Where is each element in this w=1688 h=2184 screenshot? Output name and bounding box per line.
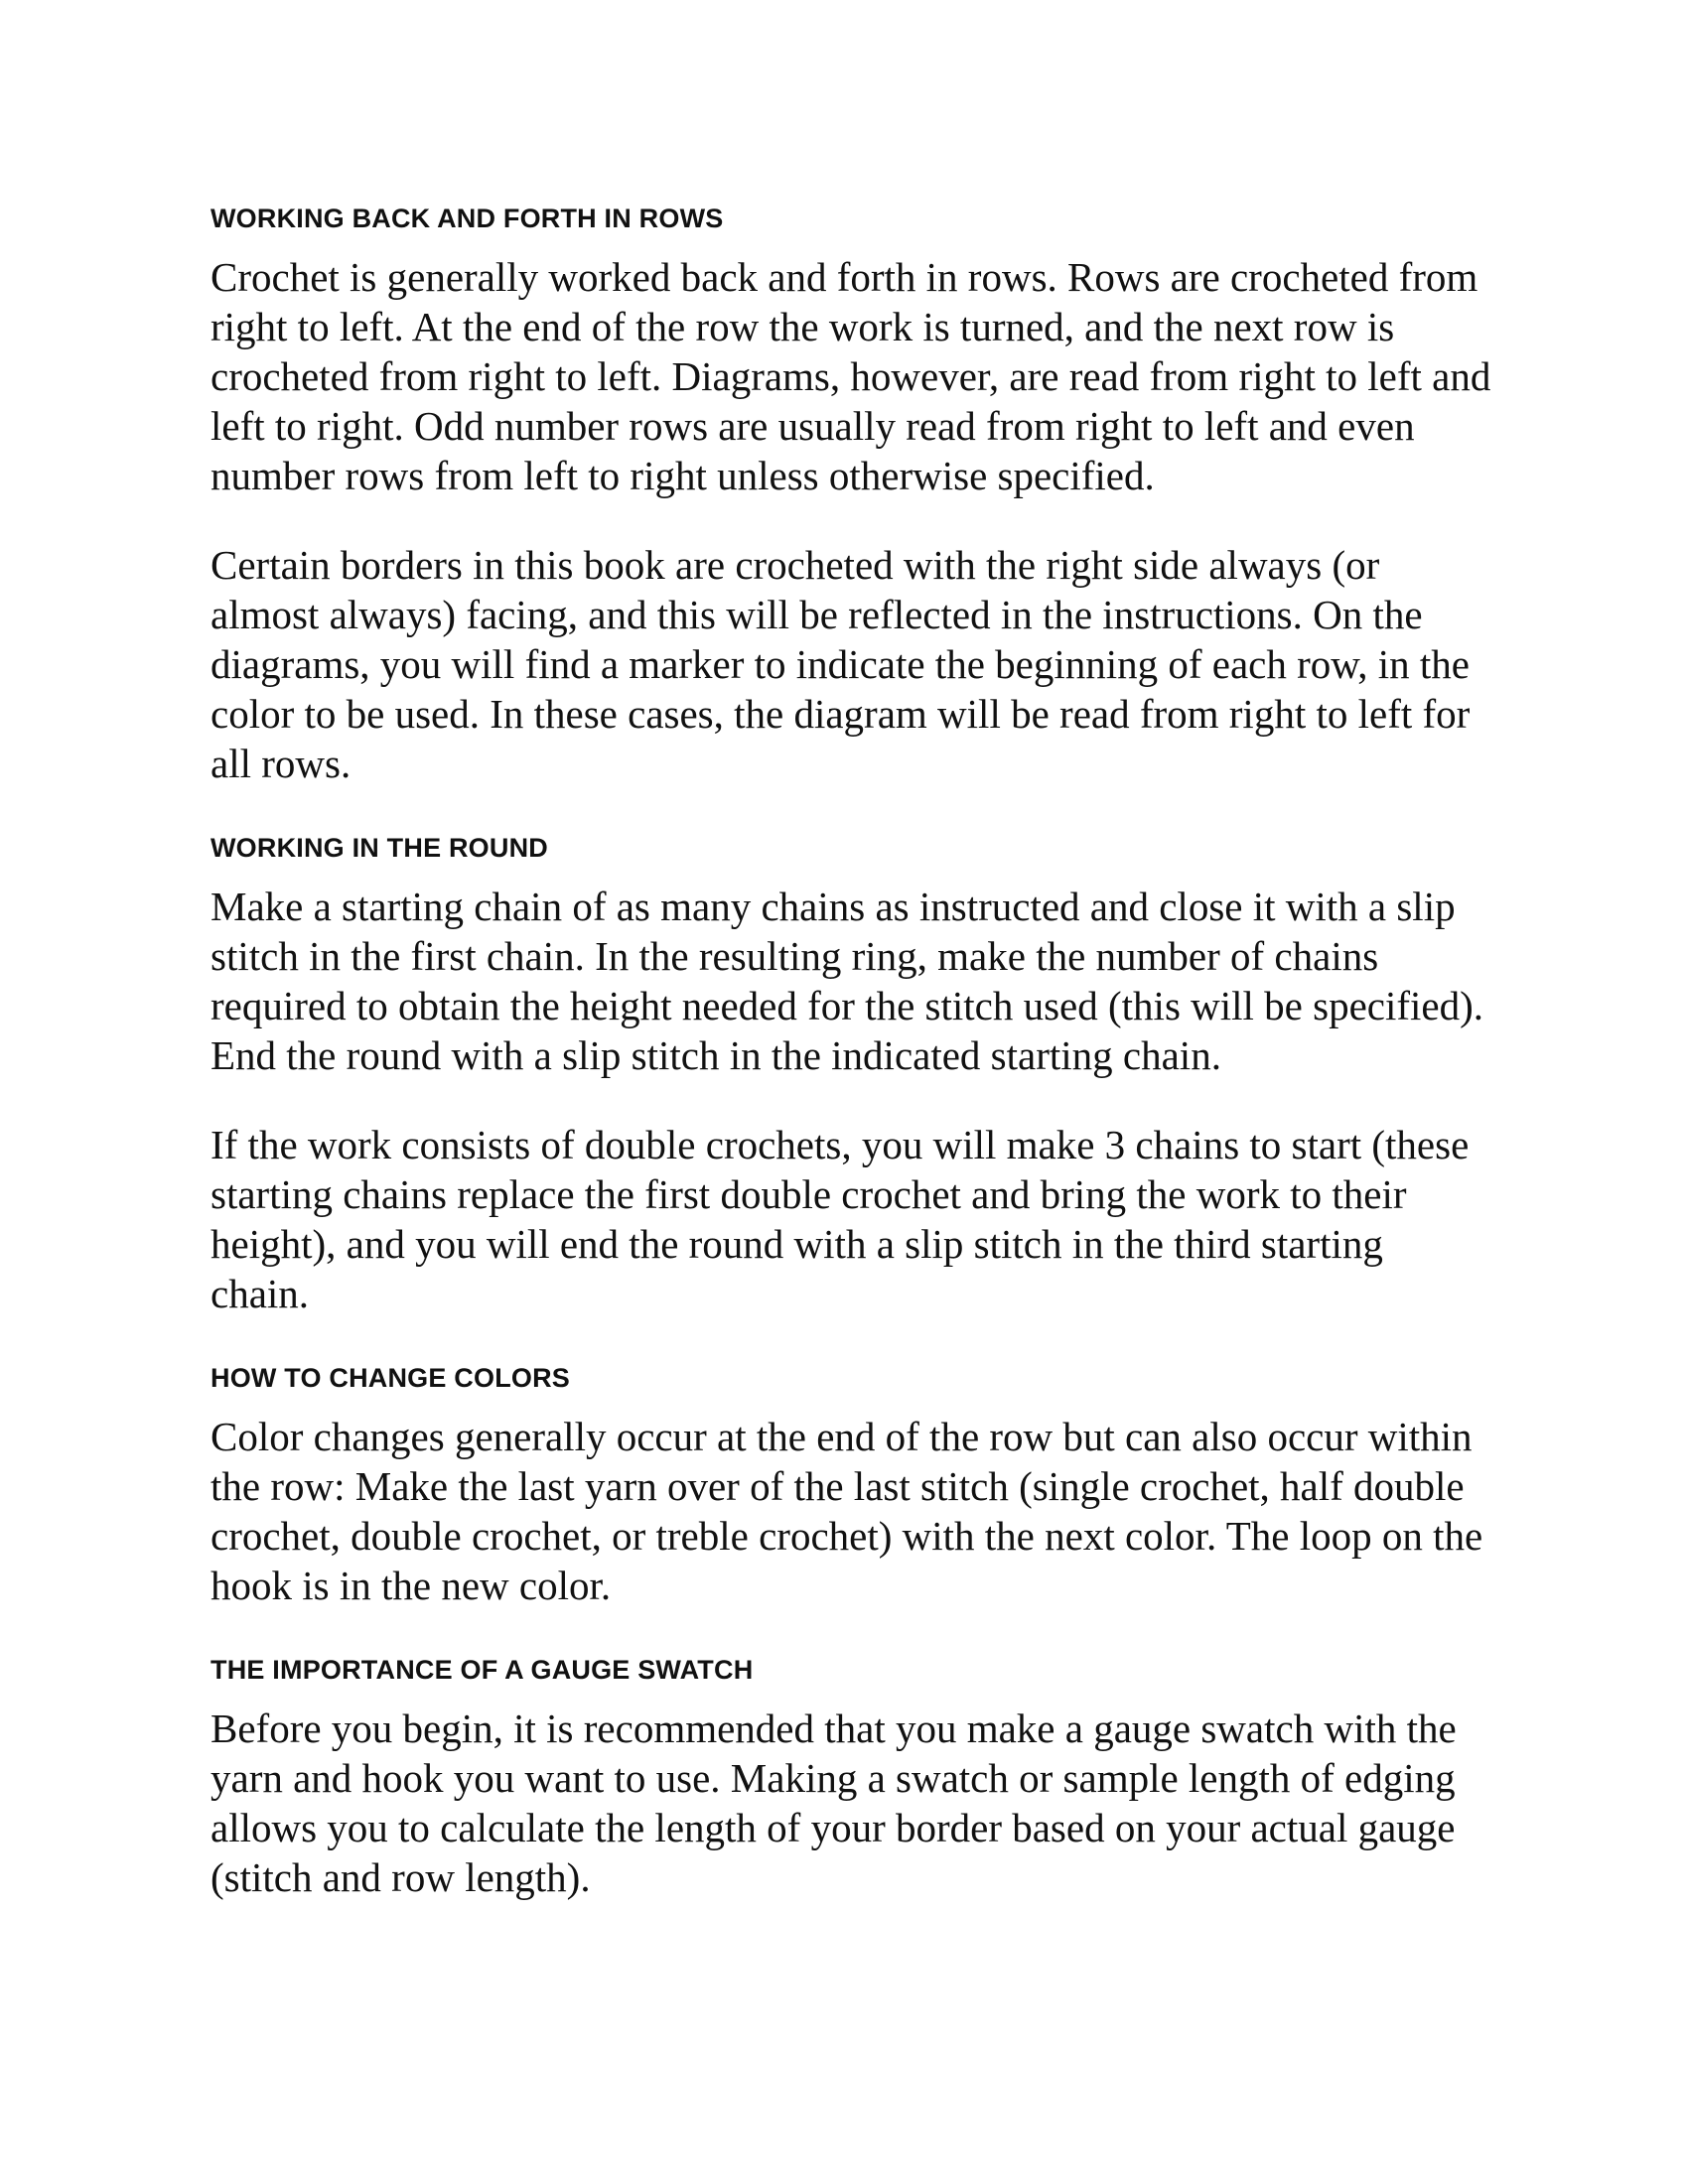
- paragraph: If the work consists of double crochets, you will make 3 chains to start (these starting chains replace the first double crochet and bring the work to their height), and you will end the round with a slip stitch in the third starting chain.: [211, 1122, 1470, 1316]
- paragraph: Color changes generally occur at the end of the row but can also occur within the row: Make the last yarn over of the last stitch (single crochet, half double crochet, double crochet, or treble crochet) with the next color. The loop on the hook is in the new color.: [211, 1414, 1483, 1608]
- section-gauge: [211, 1650, 1491, 1902]
- paragraph: Certain borders in this book are crocheted with the right side always (or almost always) facing, and this will be reflected in the instructions. On the diagrams, you will find a marker to indicate the beginning of each row, in the color to be used. In these cases, the diagram will be read from right to left for all rows.: [211, 542, 1471, 786]
- section-heading: WORKING BACK AND FORTH IN ROWS: [211, 204, 724, 233]
- section-rows: [211, 199, 1491, 788]
- paragraph: Crochet is generally worked back and forth in rows. Rows are crocheted from right to left. At the end of the row the work is turned, and the next row is crocheted from right to left. Diagrams, however, are read from right to left and left to right. Odd number rows are usually read from right to left and even number rows from left to right unless otherwise specified.: [211, 254, 1491, 498]
- section-heading: THE IMPORTANCE OF A GAUGE SWATCH: [211, 1655, 754, 1685]
- section-heading: HOW TO CHANGE COLORS: [211, 1363, 571, 1393]
- paragraph: Make a starting chain of as many chains as instructed and close it with a slip stitch in the first chain. In the resulting ring, make the number of chains required to obtain the height needed for the stitch used (this will be specified). End the round with a slip stitch in the indicated starting chain.: [211, 884, 1484, 1078]
- document-content: [211, 199, 1491, 1942]
- section-colors: [211, 1358, 1491, 1610]
- section-round: [211, 828, 1491, 1318]
- paragraph: Before you begin, it is recommended that you make a gauge swatch with the yarn and hook you want to use. Making a swatch or sample length of edging allows you to calculate the length of your border based on your actual gauge (stitch and row length).: [211, 1706, 1457, 1900]
- section-heading: WORKING IN THE ROUND: [211, 833, 548, 863]
